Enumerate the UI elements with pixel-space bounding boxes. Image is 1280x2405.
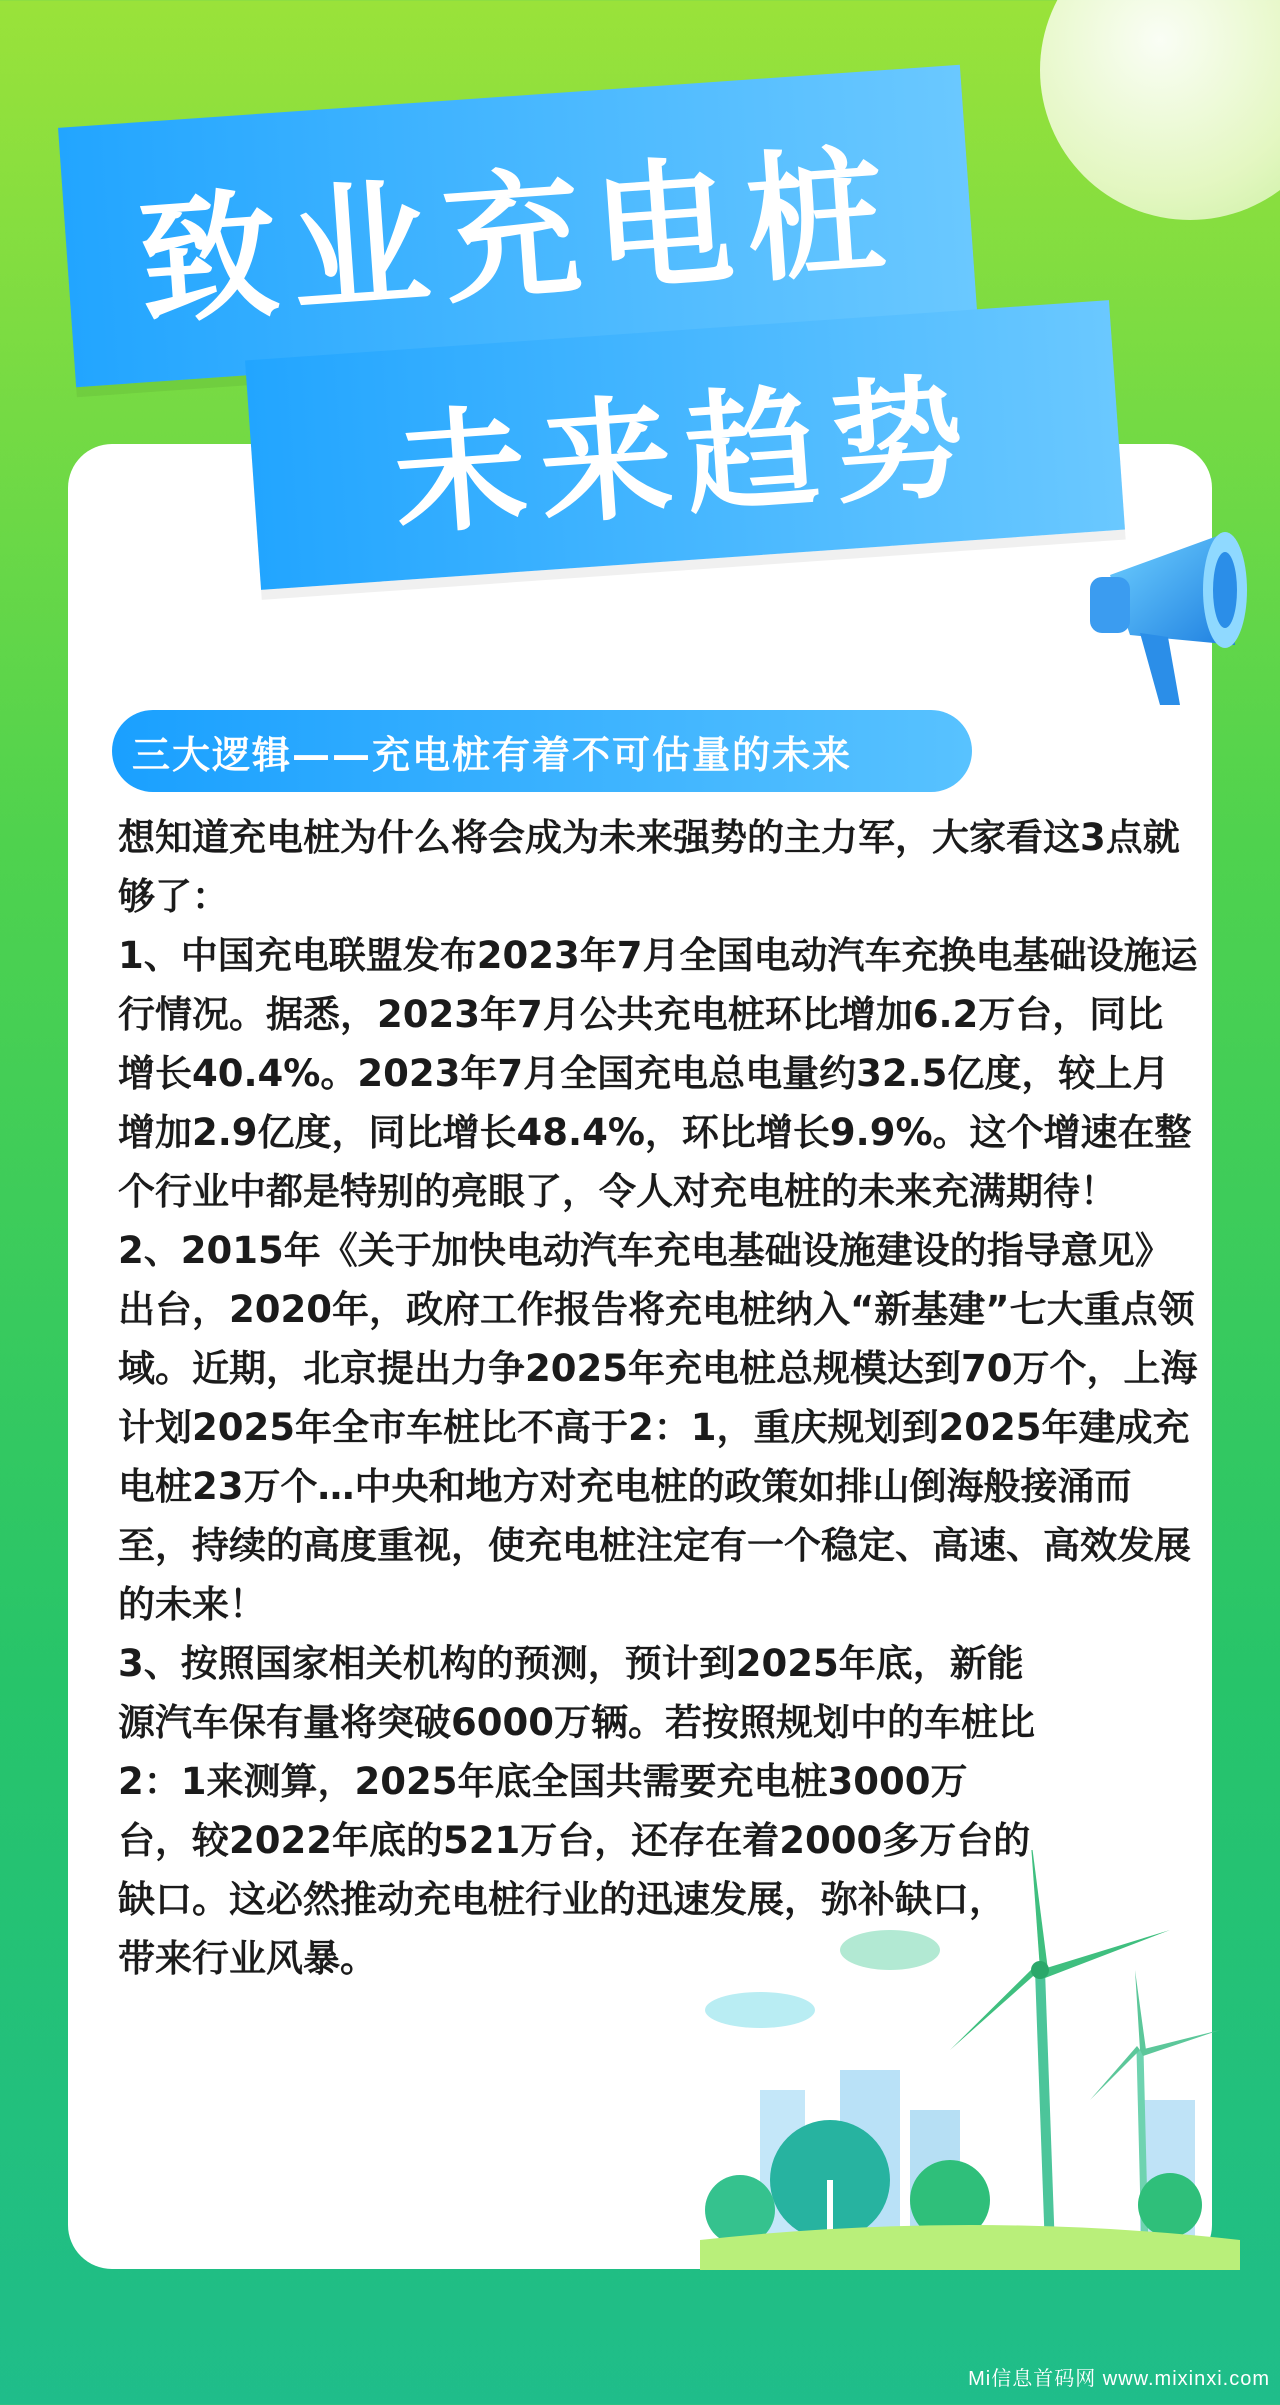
title-banner-line1: 致业充电桩 (58, 65, 978, 387)
section-title-pill: 三大逻辑——充电桩有着不可估量的未来 (112, 710, 972, 792)
sun-decoration (1040, 0, 1280, 220)
paragraph-intro: 想知道充电桩为什么将会成为未来强势的主力军，大家看这3点就够了： (118, 816, 1180, 918)
title-banner-line2: 未来趋势 (245, 300, 1125, 590)
megaphone-icon (1070, 515, 1270, 745)
article-body (118, 808, 1198, 1988)
paragraph-3: 3、按照国家相关机构的预测，预计到2025年底，新能源汽车保有量将突破6000万辆。若按照规划中的车桩比2：1来测算，2025年底全国共需要充电桩3000万台，较2022年底的521万台，还存在着2000多万台的缺口。这必然推动充电桩行业的迅速发展，弥补缺口，带来行业风暴。 (118, 1642, 1035, 1980)
watermark: Mi信息首码网 www.mixinxi.com (968, 2368, 1270, 2390)
paragraph-2: 2、2015年《关于加快电动汽车充电基础设施建设的指导意见》出台，2020年，政府工作报告将充电桩纳入“新基建”七大重点领域。近期，北京提出力争2025年充电桩总规模达到70万个，上海计划2025年全市车桩比不高于2：1，重庆规划到2025年建成充电桩23万个…中央和地方对充电桩的政策如排山倒海般接涌而至，持续的高度重视，使充电桩注定有一个稳定、高速、高效发展的未来！ (118, 1229, 1198, 1626)
paragraph-1: 1、中国充电联盟发布2023年7月全国电动汽车充换电基础设施运行情况。据悉，2023年7月公共充电桩环比增加6.2万台，同比增长40.4%。2023年7月全国充电总电量约32.5亿度，较上月增加2.9亿度，同比增长48.4%，环比增长9.9%。这个增速在整个行业中都是特别的亮眼了，令人对充电桩的未来充满期待！ (118, 934, 1198, 1213)
wind-turbine-icon (700, 1850, 1240, 2270)
